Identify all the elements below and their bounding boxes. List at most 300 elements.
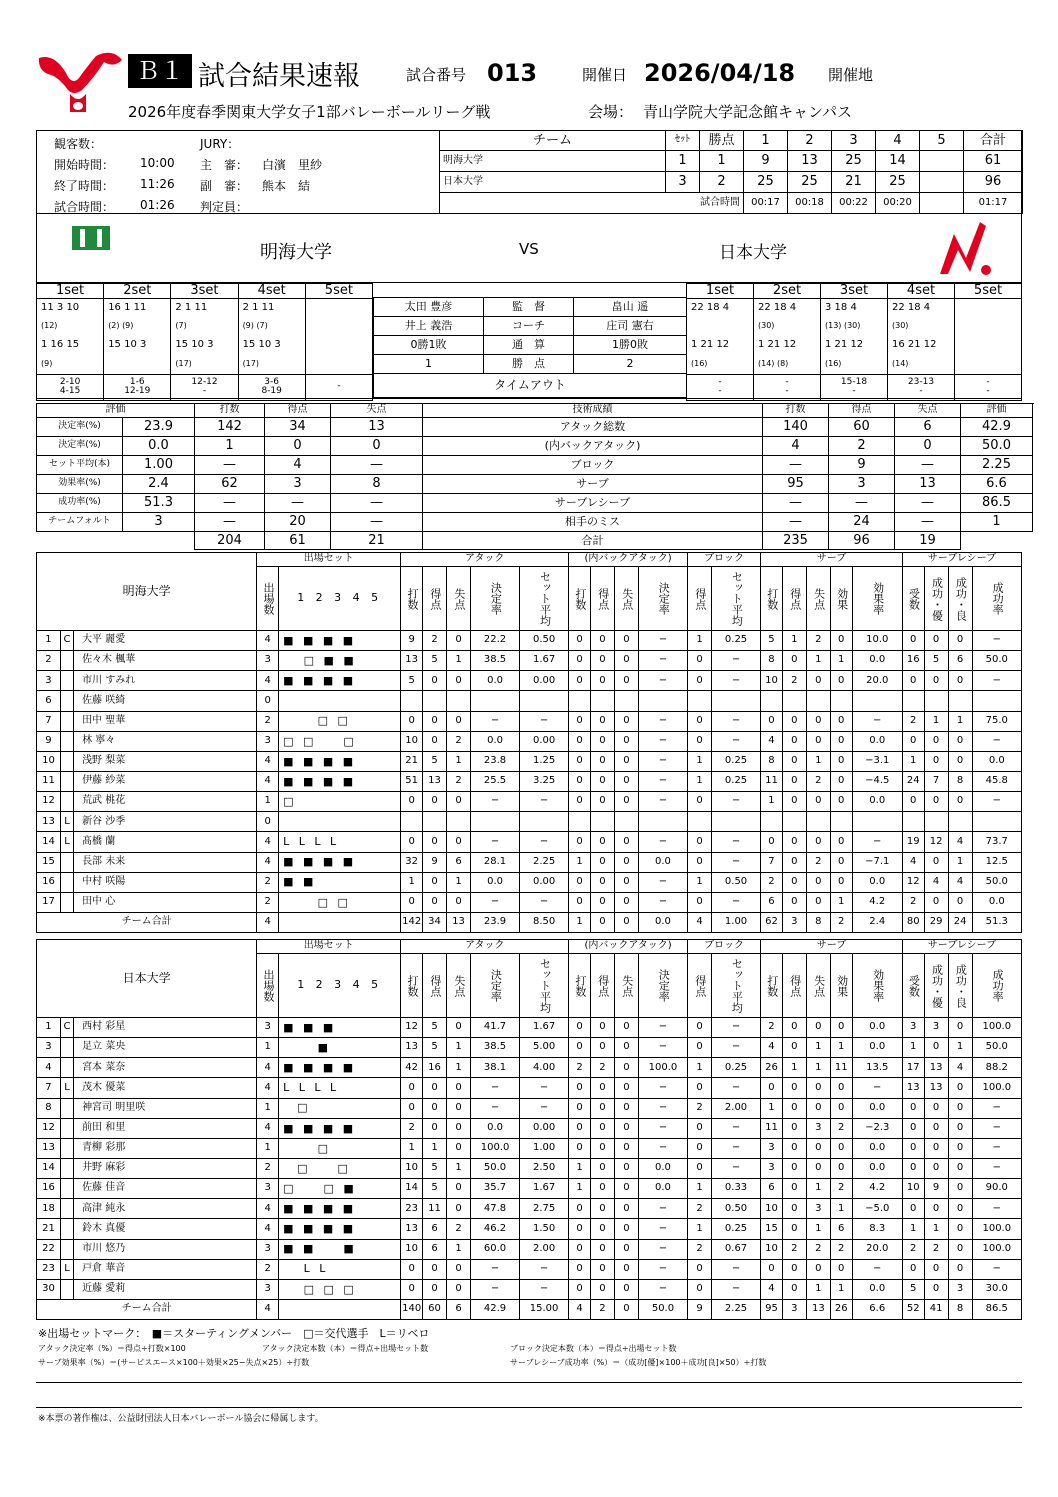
stat-cell: 11	[37, 771, 61, 791]
stat-cell: 3	[37, 671, 61, 691]
stat-cell: 12	[37, 1118, 61, 1138]
stat-cell: 0	[590, 751, 614, 771]
stat-cell: 3	[806, 1199, 830, 1219]
team-total-cell: 2	[590, 1299, 614, 1319]
rotation-cell: 2 1 11	[171, 298, 238, 317]
rotation-cell: (16)	[821, 355, 888, 374]
away-errors: 13	[895, 475, 961, 494]
away-metric-value: 50.0	[961, 437, 1033, 456]
team-total-cell: 0.0	[638, 912, 687, 932]
group-header-block: ブロック	[688, 553, 761, 567]
stat-cell: 1	[688, 751, 712, 771]
stat-cell	[902, 691, 924, 711]
home-attempts: 142	[195, 418, 265, 437]
stat-cell: 20.0	[852, 1239, 902, 1259]
column-header: 得点	[782, 954, 806, 1018]
stat-cell: 8	[948, 771, 972, 791]
stat-cell: 0	[423, 1078, 447, 1098]
stat-cell: 2	[688, 1098, 712, 1118]
skill-name: (内バックアタック)	[423, 437, 763, 456]
column-header: 失点	[806, 954, 830, 1018]
stat-cell: 100.0	[972, 1078, 1021, 1098]
away-rotation-table	[686, 283, 1022, 401]
technical-stats-table	[36, 403, 1033, 550]
stat-cell: 3	[806, 1118, 830, 1138]
stat-cell: 0	[924, 1038, 948, 1058]
column-header: 効果	[830, 567, 852, 631]
stat-cell: 4	[257, 751, 279, 771]
stat-cell: 0	[948, 792, 972, 812]
score-header-sets: ｾｯﾄ	[666, 131, 700, 151]
tech-total-label: 合計	[423, 532, 763, 550]
away-points: —	[829, 494, 895, 513]
stat-cell: 0	[782, 1018, 806, 1038]
stat-cell: 0.50	[712, 872, 761, 892]
stat-cell: −	[638, 1098, 687, 1118]
stat-cell	[830, 691, 852, 711]
rotation-cell: (14)	[888, 355, 955, 374]
stat-cell: 0	[614, 631, 638, 651]
formula-receive-rate: サーブレシーブ成功率（%）＝（成功[優]×100＋成功[良]×50）÷打数	[510, 1358, 767, 1367]
stat-cell: 6	[948, 651, 972, 671]
home-attempts: —	[195, 494, 265, 513]
stat-cell: 23	[401, 1199, 423, 1219]
player-name: 浅野 梨菜	[74, 751, 257, 771]
score-team-away: 日本大学	[440, 172, 666, 193]
stat-cell: 2	[257, 872, 279, 892]
stat-cell: 9	[924, 1179, 948, 1199]
stat-cell: 1	[924, 711, 948, 731]
stat-cell: 0	[924, 1158, 948, 1178]
stat-cell: 6	[447, 852, 471, 872]
stat-cell: 0	[830, 631, 852, 651]
stat-cell: 0	[569, 1239, 591, 1259]
player-name: 市川 悠乃	[74, 1239, 257, 1259]
team-total-cell: 6.6	[852, 1299, 902, 1319]
score-away-set4: 25	[876, 172, 920, 193]
player-name: 髙橋 蘭	[74, 832, 257, 852]
stat-cell: 0	[948, 1118, 972, 1138]
group-header-sets: 出場セット	[257, 940, 401, 954]
home-points: 20	[265, 513, 331, 532]
away-attempts: 95	[763, 475, 829, 494]
stat-cell: 2	[806, 631, 830, 651]
stat-cell: 3	[257, 651, 279, 671]
stat-cell: 0	[806, 792, 830, 812]
stat-cell: 30	[37, 1279, 61, 1299]
rotation-cell: 11 3 10	[37, 298, 104, 317]
skill-name: 相手のミス	[423, 513, 763, 532]
set-marks: □	[279, 792, 401, 812]
stat-cell: 3	[257, 1279, 279, 1299]
role-mark	[60, 892, 73, 912]
stat-cell: −	[638, 1219, 687, 1239]
team-total-cell: 34	[423, 912, 447, 932]
role-mark	[60, 771, 73, 791]
stat-cell: 7	[761, 852, 783, 872]
column-header: 打数	[761, 954, 783, 1018]
stat-cell: 5	[761, 631, 783, 651]
column-header: 得点	[688, 954, 712, 1018]
stat-cell: 7	[37, 1078, 61, 1098]
role-mark	[60, 1098, 73, 1118]
timeout-label: タイムアウト	[374, 374, 687, 398]
set4-time: 00:20	[876, 193, 920, 214]
stat-cell: 0	[688, 852, 712, 872]
stat-cell: 0	[590, 892, 614, 912]
stat-cell: 0.0	[638, 1179, 687, 1199]
stat-cell: −	[471, 1279, 520, 1299]
stat-cell: 0	[401, 892, 423, 912]
stat-cell: 0	[830, 671, 852, 691]
stat-cell: 0	[423, 731, 447, 751]
stat-cell: 0	[830, 731, 852, 751]
stat-cell	[761, 812, 783, 832]
stat-cell: 0	[948, 751, 972, 771]
role-mark	[60, 751, 73, 771]
stat-cell: 0	[569, 1118, 591, 1138]
home-player-stats	[36, 552, 1022, 933]
info-row	[40, 153, 438, 174]
stat-cell: 1	[948, 852, 972, 872]
stat-cell: 10	[401, 1158, 423, 1178]
stat-cell: 0	[423, 1279, 447, 1299]
stat-cell: 0.0	[471, 731, 520, 751]
column-header: 成功・良	[948, 954, 972, 1018]
stat-cell: 0	[902, 671, 924, 691]
stat-cell: 0	[688, 1138, 712, 1158]
stat-cell: −7.1	[852, 852, 902, 872]
copyright-note: ※本票の著作権は、公益財団法人日本バレーボール協会に帰属します。	[38, 1414, 324, 1424]
stat-cell: −	[638, 892, 687, 912]
stat-cell: −	[638, 832, 687, 852]
stat-cell: 4	[924, 872, 948, 892]
stat-cell: 25.5	[471, 771, 520, 791]
team-total-cell: 24	[948, 912, 972, 932]
stat-cell: 23	[37, 1259, 61, 1279]
stat-cell: −	[638, 751, 687, 771]
team-total-cell	[279, 912, 401, 932]
home-errors: 0	[331, 437, 423, 456]
away-attempts: 140	[763, 418, 829, 437]
stat-cell: 100.0	[972, 1219, 1021, 1239]
set-label: 4set	[238, 284, 305, 299]
stat-cell: −	[712, 671, 761, 691]
stat-cell: 0	[614, 852, 638, 872]
role-mark	[60, 651, 73, 671]
stat-cell: 90.0	[972, 1179, 1021, 1199]
stat-cell: −	[972, 731, 1021, 751]
rotation-cell: 16 1 11	[104, 298, 171, 317]
stat-cell: 0	[761, 711, 783, 731]
stat-cell: 0	[569, 1038, 591, 1058]
column-header: 成功・良	[948, 567, 972, 631]
stat-cell: 21	[401, 751, 423, 771]
player-name: 長部 未来	[74, 852, 257, 872]
stat-cell: 0.00	[520, 671, 569, 691]
stat-cell: 0	[590, 1138, 614, 1158]
set-marks: □ □ ■	[279, 1179, 401, 1199]
stat-cell: 0.25	[712, 631, 761, 651]
stat-cell: 10	[37, 751, 61, 771]
tech-header: 評価	[37, 404, 195, 418]
home-total-points: 61	[265, 532, 331, 550]
set-marks: L L L L	[279, 1078, 401, 1098]
stat-cell: 0	[401, 1279, 423, 1299]
stat-cell: 0	[614, 832, 638, 852]
team-total-cell: 8.50	[520, 912, 569, 932]
away-points: 24	[829, 513, 895, 532]
team-total-cell: 13	[806, 1299, 830, 1319]
stat-cell: −	[972, 1259, 1021, 1279]
set-marks: □ □	[279, 711, 401, 731]
rotation-cell	[305, 298, 372, 317]
stat-cell: −	[712, 852, 761, 872]
stat-cell: 4	[37, 1058, 61, 1078]
stat-cell: 0	[590, 1279, 614, 1299]
score-header-total: 合計	[964, 131, 1023, 151]
stat-cell: 0.0	[972, 892, 1021, 912]
home-staff: 井上 義浩	[374, 317, 484, 336]
team-total-cell: 42.9	[471, 1299, 520, 1319]
set-label: 3set	[821, 284, 888, 299]
stat-cell: 5	[401, 671, 423, 691]
stat-cell: 0	[614, 1279, 638, 1299]
stat-cell: 15	[761, 1219, 783, 1239]
score-home-sets: 1	[666, 151, 700, 172]
player-name: 前田 和里	[74, 1118, 257, 1138]
column-header: 失点	[447, 567, 471, 631]
skill-name: サーブ	[423, 475, 763, 494]
team-total-cell: 2.25	[712, 1299, 761, 1319]
home-errors: —	[331, 513, 423, 532]
stat-cell: 1	[447, 751, 471, 771]
stat-cell: 5	[423, 1018, 447, 1038]
stat-cell: 0	[447, 1199, 471, 1219]
rotation-cell	[687, 317, 754, 336]
stat-cell: 1	[569, 1158, 591, 1178]
stat-cell: 0	[948, 1158, 972, 1178]
stat-cell: 41.7	[471, 1018, 520, 1038]
stat-cell: −	[972, 1199, 1021, 1219]
set-label: 5set	[305, 284, 372, 299]
stat-cell: 0	[806, 671, 830, 691]
info-row	[40, 174, 438, 195]
stat-cell: 3	[902, 1018, 924, 1038]
stat-cell: 1.25	[520, 751, 569, 771]
stat-cell: 0	[830, 1078, 852, 1098]
team-total-cell: 142	[401, 912, 423, 932]
column-header: 得点	[590, 567, 614, 631]
stat-cell	[590, 812, 614, 832]
stat-cell: 4	[257, 631, 279, 651]
stat-cell: 16	[423, 1058, 447, 1078]
home-errors: —	[331, 456, 423, 475]
set-label: 1set	[37, 284, 104, 299]
stat-cell	[852, 691, 902, 711]
stat-cell: 0	[447, 1078, 471, 1098]
rotation-cell: (12)	[37, 317, 104, 336]
stat-cell: 16	[37, 872, 61, 892]
stat-cell: 3	[257, 731, 279, 751]
role-mark: L	[60, 1078, 73, 1098]
stat-cell: 0	[948, 1098, 972, 1118]
stat-cell: 0	[924, 1098, 948, 1118]
stat-cell: 0	[569, 711, 591, 731]
stat-cell: 1.50	[520, 1219, 569, 1239]
rotation-cell: (17)	[238, 355, 305, 374]
stat-cell: 6	[423, 1239, 447, 1259]
stat-cell: 0.0	[471, 872, 520, 892]
stat-cell: 1	[806, 651, 830, 671]
score-away-set5	[920, 172, 964, 193]
role-mark	[60, 711, 73, 731]
column-header: 決定率	[471, 954, 520, 1018]
stat-cell	[520, 691, 569, 711]
stat-cell: 11	[423, 1199, 447, 1219]
stat-cell	[782, 812, 806, 832]
stat-cell	[471, 812, 520, 832]
stat-cell: −	[638, 1038, 687, 1058]
column-header: 出場数	[257, 954, 279, 1018]
home-points: 34	[265, 418, 331, 437]
tech-header: 失点	[895, 404, 961, 418]
stat-cell: 0	[806, 1259, 830, 1279]
stat-cell: 0	[423, 792, 447, 812]
stat-cell: 1	[806, 1038, 830, 1058]
stat-cell: 0	[830, 711, 852, 731]
stat-cell: 3	[37, 1038, 61, 1058]
stat-cell: 0	[806, 731, 830, 751]
rotation-cell: 15 10 3	[104, 336, 171, 355]
set-marks: L L	[279, 1259, 401, 1279]
stat-cell: 1	[806, 1058, 830, 1078]
footer-rule	[36, 1382, 1022, 1383]
stat-cell: 2	[447, 1219, 471, 1239]
stat-cell: 0	[447, 1118, 471, 1138]
stat-cell: 1	[806, 751, 830, 771]
info-key-2: JURY：	[200, 137, 240, 151]
rotation-cell: (14) (8)	[754, 355, 821, 374]
stat-cell: −	[520, 1259, 569, 1279]
player-name: 佐々木 楓華	[74, 651, 257, 671]
rotation-cell: 1 21 12	[687, 336, 754, 355]
stat-cell	[401, 812, 423, 832]
stat-cell: 5	[423, 1158, 447, 1178]
role-mark	[60, 1158, 73, 1178]
stat-cell: 0	[447, 1138, 471, 1158]
stat-cell: −	[712, 1118, 761, 1138]
away-errors: —	[895, 456, 961, 475]
match-info	[40, 132, 438, 216]
stat-cell: 2	[423, 631, 447, 651]
stat-cell: 1	[761, 1098, 783, 1118]
stat-cell: 0	[782, 872, 806, 892]
set-marks: □ □ □	[279, 1279, 401, 1299]
staff-role: 通 算	[484, 336, 574, 355]
home-errors: 13	[331, 418, 423, 437]
stat-cell: 14	[37, 1158, 61, 1178]
stat-cell: 42	[401, 1058, 423, 1078]
set3-time: 00:22	[832, 193, 876, 214]
stat-cell: −4.5	[852, 771, 902, 791]
score-home-set2: 13	[788, 151, 832, 172]
timeout-score: - -	[754, 374, 821, 400]
team-total-cell: 4	[569, 1299, 591, 1319]
score-away-set3: 21	[832, 172, 876, 193]
score-away-points: 2	[700, 172, 744, 193]
tech-header: 打数	[763, 404, 829, 418]
stat-cell: 0	[782, 1219, 806, 1239]
stat-cell: 0	[423, 1098, 447, 1118]
stat-cell: 0	[948, 1219, 972, 1239]
stat-cell: 0	[830, 771, 852, 791]
staff-role: コーチ	[484, 317, 574, 336]
stat-cell	[471, 691, 520, 711]
stat-cell: 0	[948, 1199, 972, 1219]
stat-cell: 1	[37, 631, 61, 651]
stat-cell: −	[712, 1038, 761, 1058]
stat-cell: 0.0	[471, 1118, 520, 1138]
set-marks: ■ ■ ■	[279, 1239, 401, 1259]
stat-cell: 0.0	[852, 731, 902, 751]
rotation-cell	[305, 336, 372, 355]
player-name: 田中 心	[74, 892, 257, 912]
home-attempts: 62	[195, 475, 265, 494]
set-marks: ■ ■ ■ ■	[279, 1199, 401, 1219]
stat-cell: 2	[569, 1058, 591, 1078]
stat-cell: 0	[924, 892, 948, 912]
player-name: 林 寧々	[74, 731, 257, 751]
stat-cell: 0	[688, 1158, 712, 1178]
score-header-set5: 5	[920, 131, 964, 151]
stat-cell: 100.0	[972, 1239, 1021, 1259]
stat-cell: 0	[830, 852, 852, 872]
rotation-cell: 22 18 4	[754, 298, 821, 317]
away-team-name: 日本大学	[719, 243, 787, 263]
away-staff: 2	[574, 355, 687, 374]
stat-cell: 0	[569, 1279, 591, 1299]
stat-cell	[902, 812, 924, 832]
stat-cell: 2	[902, 892, 924, 912]
venue-label: 開催地	[828, 66, 874, 84]
timeout-score: 23-13 -	[888, 374, 955, 400]
team-total-label: チーム合計	[37, 912, 257, 932]
date-label: 開催日	[582, 66, 628, 84]
stat-cell: 0	[614, 771, 638, 791]
stat-cell: 30.0	[972, 1279, 1021, 1299]
stat-cell: 2	[830, 1118, 852, 1138]
formula-block-per-set: ブロック決定本数（本）＝得点÷出場セット数	[510, 1344, 677, 1353]
stat-cell: 4	[948, 872, 972, 892]
stat-cell: 10	[401, 1239, 423, 1259]
stat-cell: 0	[806, 1018, 830, 1038]
role-mark	[60, 1179, 73, 1199]
stat-cell: 0	[688, 832, 712, 852]
set-label: 3set	[171, 284, 238, 299]
team-name: 日本大学	[37, 940, 257, 1018]
stat-cell: 6	[830, 1219, 852, 1239]
away-metric-value: 2.25	[961, 456, 1033, 475]
set-marks: ■ ■ ■	[279, 1018, 401, 1038]
stat-cell: 73.7	[972, 832, 1021, 852]
stat-cell: 0	[830, 1158, 852, 1178]
tech-header: 技術成績	[423, 404, 763, 418]
stat-cell: 1	[447, 1158, 471, 1178]
away-staff: 1勝0敗	[574, 336, 687, 355]
stat-cell: 16	[902, 651, 924, 671]
stat-cell: 1	[948, 1038, 972, 1058]
